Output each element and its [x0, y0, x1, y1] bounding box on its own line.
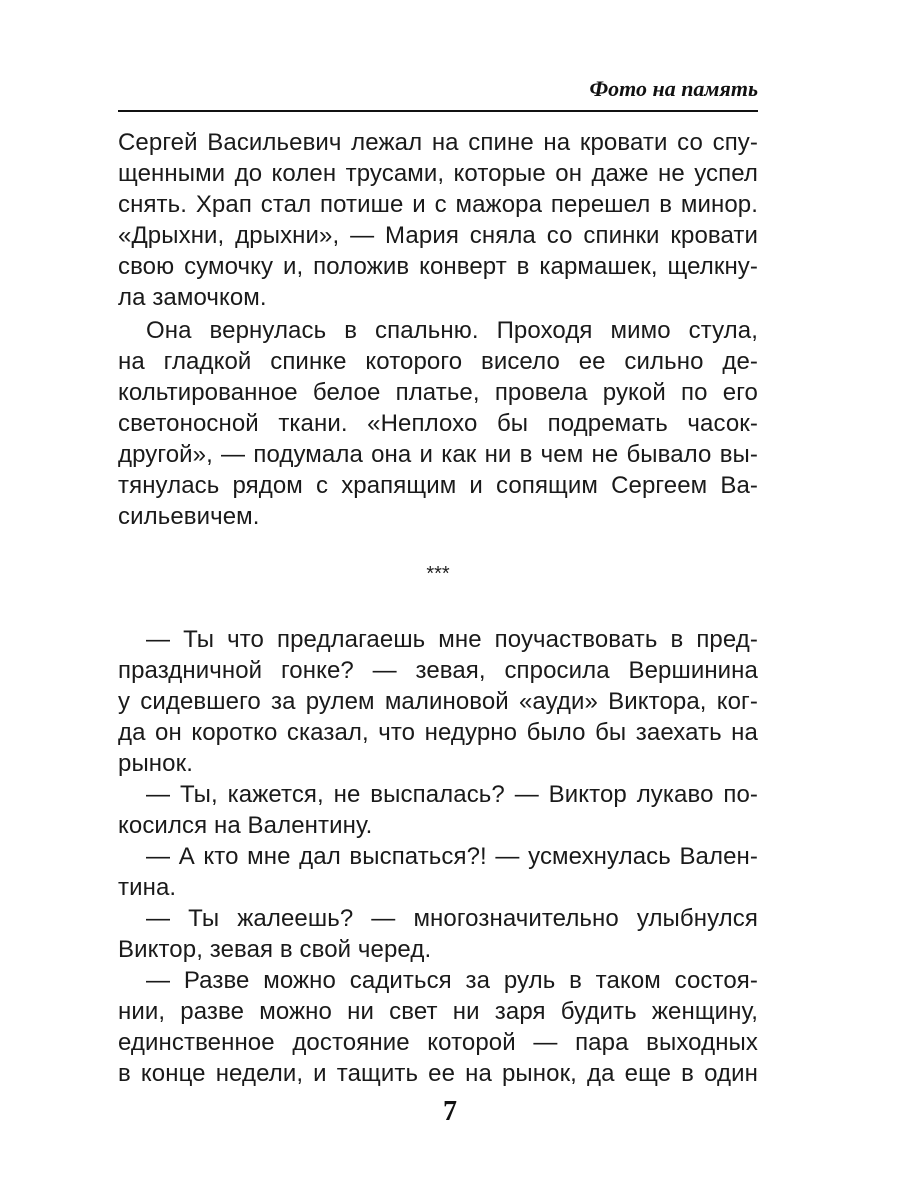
text-line: на гладкой спинке которого висело ее сильно де-: [118, 348, 758, 375]
text-line: да он коротко сказал, что недурно было бы заехать на: [118, 719, 758, 746]
text-line: Виктор, зевая в свой черед.: [118, 936, 432, 963]
text-line: тянулась рядом с храпящим и сопящим Сергеем Ва-: [118, 472, 758, 499]
text-line: рынок.: [118, 750, 193, 777]
text-line: единственное достояние которой — пара выходных: [118, 1029, 758, 1056]
text-line: Сергей Васильевич лежал на спине на кровати со спу-: [118, 129, 758, 156]
text-line: — Ты что предлагаешь мне поучаствовать в пред-: [146, 626, 758, 653]
text-line: в конце недели, и тащить ее на рынок, да еще в один: [118, 1060, 758, 1087]
text-line: другой», — подумала она и как ни в чем не бывало вы-: [118, 441, 758, 468]
text-line: щенными до колен трусами, которые он даже не успел: [118, 160, 758, 187]
section-separator: ***: [426, 563, 450, 585]
text-line: кольтированное белое платье, провела рукой по его: [118, 379, 758, 406]
paragraph-2: [118, 315, 758, 532]
text-line: сильевичем.: [118, 503, 260, 530]
header-rule: [118, 110, 758, 112]
running-head-title: Фото на память: [589, 76, 758, 101]
text-line: светоносной ткани. «Неплохо бы подремать часок-: [118, 410, 758, 437]
text-line: у сидевшего за рулем малиновой «ауди» Виктора, ког-: [118, 688, 758, 715]
paragraph-1: [118, 127, 758, 313]
page-number: 7: [443, 1096, 457, 1127]
dialogue-block: [118, 624, 758, 1089]
text-line: Она вернулась в спальню. Проходя мимо стула,: [146, 317, 758, 344]
text-line: нии, разве можно ни свет ни заря будить женщину,: [118, 998, 758, 1025]
text-line: — Ты, кажется, не выспалась? — Виктор лукаво по-: [146, 781, 758, 808]
text-line: «Дрыхни, дрыхни», — Мария сняла со спинки кровати: [118, 222, 758, 249]
text-line: косился на Валентину.: [118, 812, 373, 839]
text-line: тина.: [118, 874, 177, 901]
text-line: — Ты жалеешь? — многозначительно улыбнулся: [146, 905, 758, 932]
text-line: — А кто мне дал выспаться?! — усмехнулась Вален-: [146, 843, 758, 870]
text-line: свою сумочку и, положив конверт в кармашек, щелкну-: [118, 253, 758, 280]
text-line: снять. Храп стал потише и с мажора перешел в минор.: [118, 191, 758, 218]
text-line: — Разве можно садиться за руль в таком состоя-: [146, 967, 758, 994]
text-line: праздничной гонке? — зевая, спросила Вершинина: [118, 657, 758, 684]
text-line: ла замочком.: [118, 284, 267, 311]
